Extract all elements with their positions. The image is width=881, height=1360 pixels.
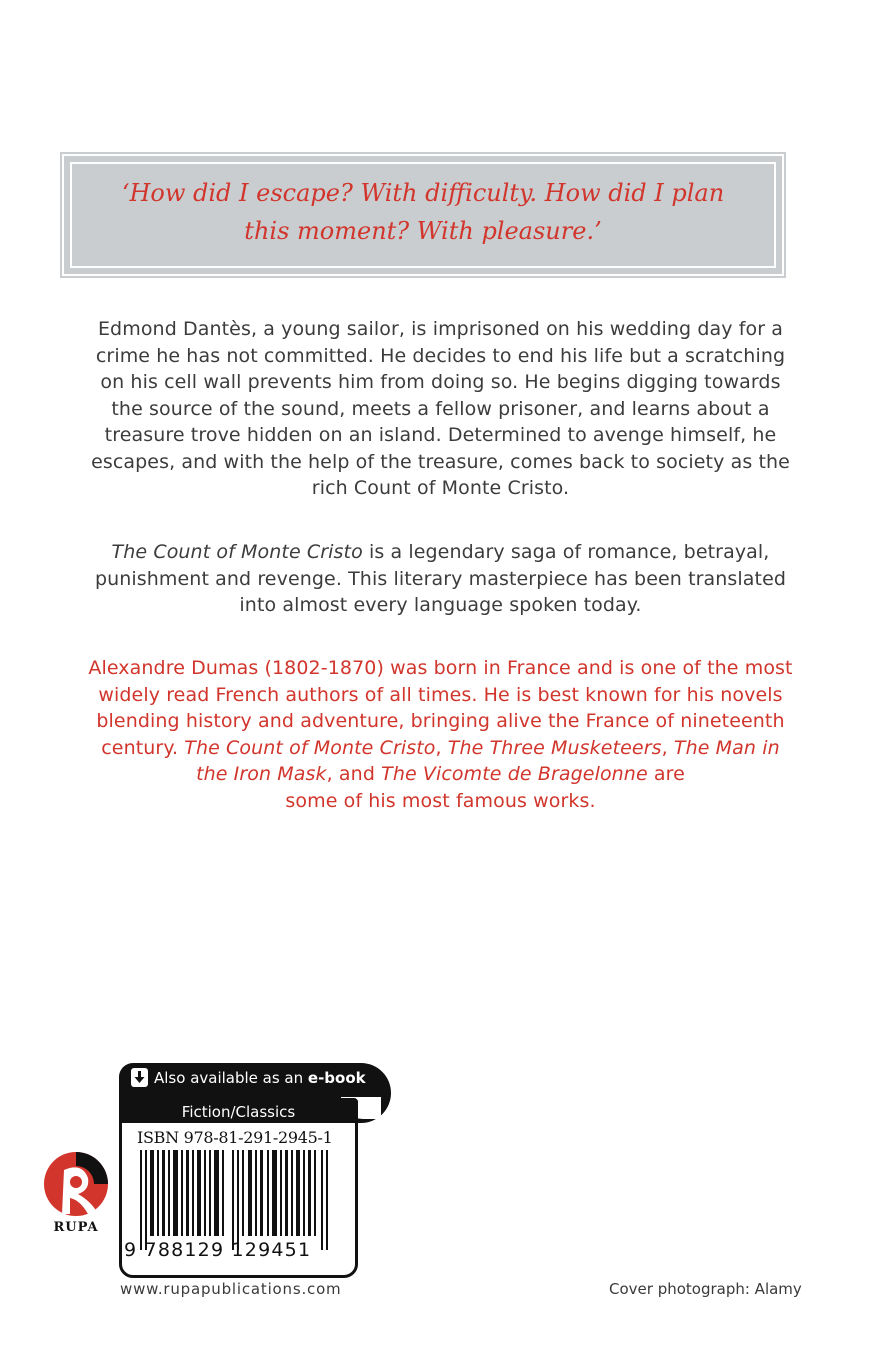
cover-photo-credit: Cover photograph: Alamy (609, 1280, 802, 1298)
synopsis-line: on his cell wall prevents him from doing so. He begins digging towards (100, 371, 781, 393)
synopsis-paragraph (40, 316, 841, 502)
isbn-label: ISBN 978-81-291-2945-1 (137, 1128, 333, 1147)
author-bio-text: are (647, 763, 685, 785)
genre-label: Fiction/Classics (119, 1101, 358, 1123)
publisher-website-link[interactable]: www.rupapublications.com (120, 1280, 342, 1298)
work-title: The Three Musketeers (447, 736, 662, 759)
author-bio-line: widely read French authors of all times. He is best known for his novels (98, 683, 783, 706)
author-bio-line (40, 735, 841, 762)
description-line-3: into almost every language spoken today. (239, 594, 642, 616)
author-bio-text: , (661, 736, 674, 759)
ebook-label-bold: e-book (307, 1069, 366, 1087)
download-icon (131, 1068, 148, 1087)
pull-quote-line-2: this moment? With pleasure.’ (244, 217, 602, 245)
synopsis-line: escapes, and with the help of the treasure, comes back to society as the (91, 450, 790, 473)
description-line-1 (40, 539, 841, 566)
ebook-label (154, 1068, 366, 1088)
synopsis-line: Edmond Dantès, a young sailor, is imprisoned on his wedding day for a (97, 318, 784, 340)
author-bio-line (40, 761, 841, 788)
rupa-logo-icon (42, 1148, 110, 1220)
author-bio-paragraph (40, 655, 841, 814)
synopsis-line: rich Count of Monte Cristo. (311, 477, 570, 499)
book-title-italic: The Count of Monte Cristo (111, 541, 363, 563)
synopsis-line: the source of the sound, meets a fellow prisoner, and learns about a (111, 397, 770, 420)
author-bio-text: , (435, 736, 448, 759)
pull-quote-line-1: ‘How did I escape? With difficulty. How did I plan (121, 179, 725, 207)
author-bio-line: blending history and adventure, bringing alive the France of nineteenth (96, 710, 785, 732)
author-bio-text: , and (326, 763, 382, 785)
author-bio-line: Alexandre Dumas (1802-1870) was born in France and is one of the most (88, 657, 793, 679)
pull-quote (64, 174, 782, 250)
description-line-1-rest: is a legendary saga of romance, betrayal, (362, 541, 770, 563)
description-paragraph (40, 539, 841, 619)
work-title: The Vicomte de Bragelonne (381, 763, 648, 785)
barcode-icon (140, 1150, 336, 1250)
synopsis-line: treasure trove hidden on an island. Determined to avenge himself, he (104, 424, 777, 446)
work-title: The Count of Monte Cristo (184, 736, 436, 759)
ebook-label-prefix: Also available as an (154, 1069, 308, 1087)
author-bio-text: century. (101, 736, 185, 759)
author-bio-line: some of his most famous works. (285, 789, 596, 812)
publisher-logo-text: RUPA (53, 1220, 99, 1235)
work-title: The Man in (673, 736, 780, 759)
work-title: the Iron Mask (196, 763, 327, 785)
synopsis-line: crime he has not committed. He decides to end his life but a scratching (95, 344, 786, 367)
quote-frame (62, 154, 784, 276)
description-line-2: punishment and revenge. This literary masterpiece has been translated (94, 567, 787, 590)
barcode-digits: 9 788129 129451 (124, 1239, 312, 1261)
